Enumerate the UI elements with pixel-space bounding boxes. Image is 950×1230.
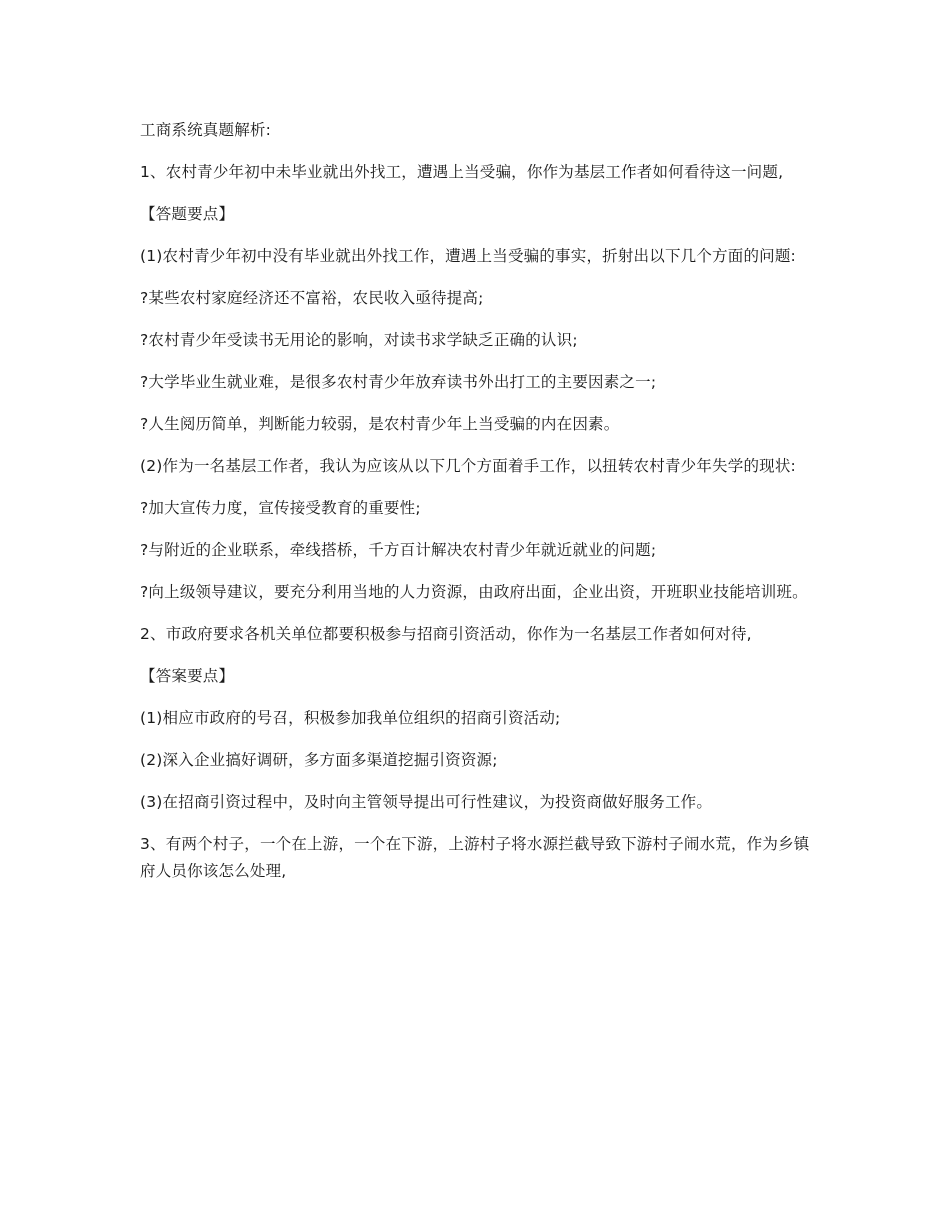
document-title: 工商系统真题解析: bbox=[140, 121, 272, 139]
bullet-item: ?向上级领导建议，要充分利用当地的人力资源，由政府出面，企业出资，开班职业技能培训班。 bbox=[140, 583, 808, 601]
answer-heading-1: 【答题要点】 bbox=[140, 205, 235, 223]
question-3: 3、有两个村子，一个在上游，一个在下游，上游村子将水源拦截导致下游村子闹水荒，作为乡镇府人员你该怎么处理, bbox=[140, 835, 810, 880]
question-2: 2、市政府要求各机关单位都要积极参与招商引资活动，你作为一名基层工作者如何对待, bbox=[140, 625, 752, 643]
answer-point-2-3: (3)在招商引资过程中，及时向主管领导提出可行性建议，为投资商做好服务工作。 bbox=[140, 793, 713, 811]
bullet-item: ?人生阅历简单，判断能力较弱，是农村青少年上当受骗的内在因素。 bbox=[140, 415, 620, 433]
answer-point-2-2: (2)深入企业搞好调研，多方面多渠道挖掘引资资源; bbox=[140, 751, 498, 769]
bullet-item: ?大学毕业生就业难，是很多农村青少年放弃读书外出打工的主要因素之一; bbox=[140, 373, 657, 391]
question-1: 1、农村青少年初中未毕业就出外找工，遭遇上当受骗，你作为基层工作者如何看待这一问题, bbox=[140, 163, 784, 181]
bullet-item: ?与附近的企业联系，牵线搭桥，千方百计解决农村青少年就近就业的问题; bbox=[140, 541, 657, 559]
answer-point-1-1: (1)农村青少年初中没有毕业就出外找工作，遭遇上当受骗的事实，折射出以下几个方面的问题: bbox=[140, 247, 796, 265]
answer-heading-2: 【答案要点】 bbox=[140, 667, 235, 685]
answer-point-2-1: (1)相应市政府的号召，积极参加我单位组织的招商引资活动; bbox=[140, 709, 561, 727]
document-page bbox=[140, 117, 820, 900]
bullet-item: ?农村青少年受读书无用论的影响，对读书求学缺乏正确的认识; bbox=[140, 331, 578, 349]
bullet-item: ?某些农村家庭经济还不富裕，农民收入亟待提高; bbox=[140, 289, 484, 307]
answer-point-1-2: (2)作为一名基层工作者，我认为应该从以下几个方面着手工作，以扭转农村青少年失学的现状: bbox=[140, 457, 796, 475]
bullet-item: ?加大宣传力度，宣传接受教育的重要性; bbox=[140, 499, 421, 517]
